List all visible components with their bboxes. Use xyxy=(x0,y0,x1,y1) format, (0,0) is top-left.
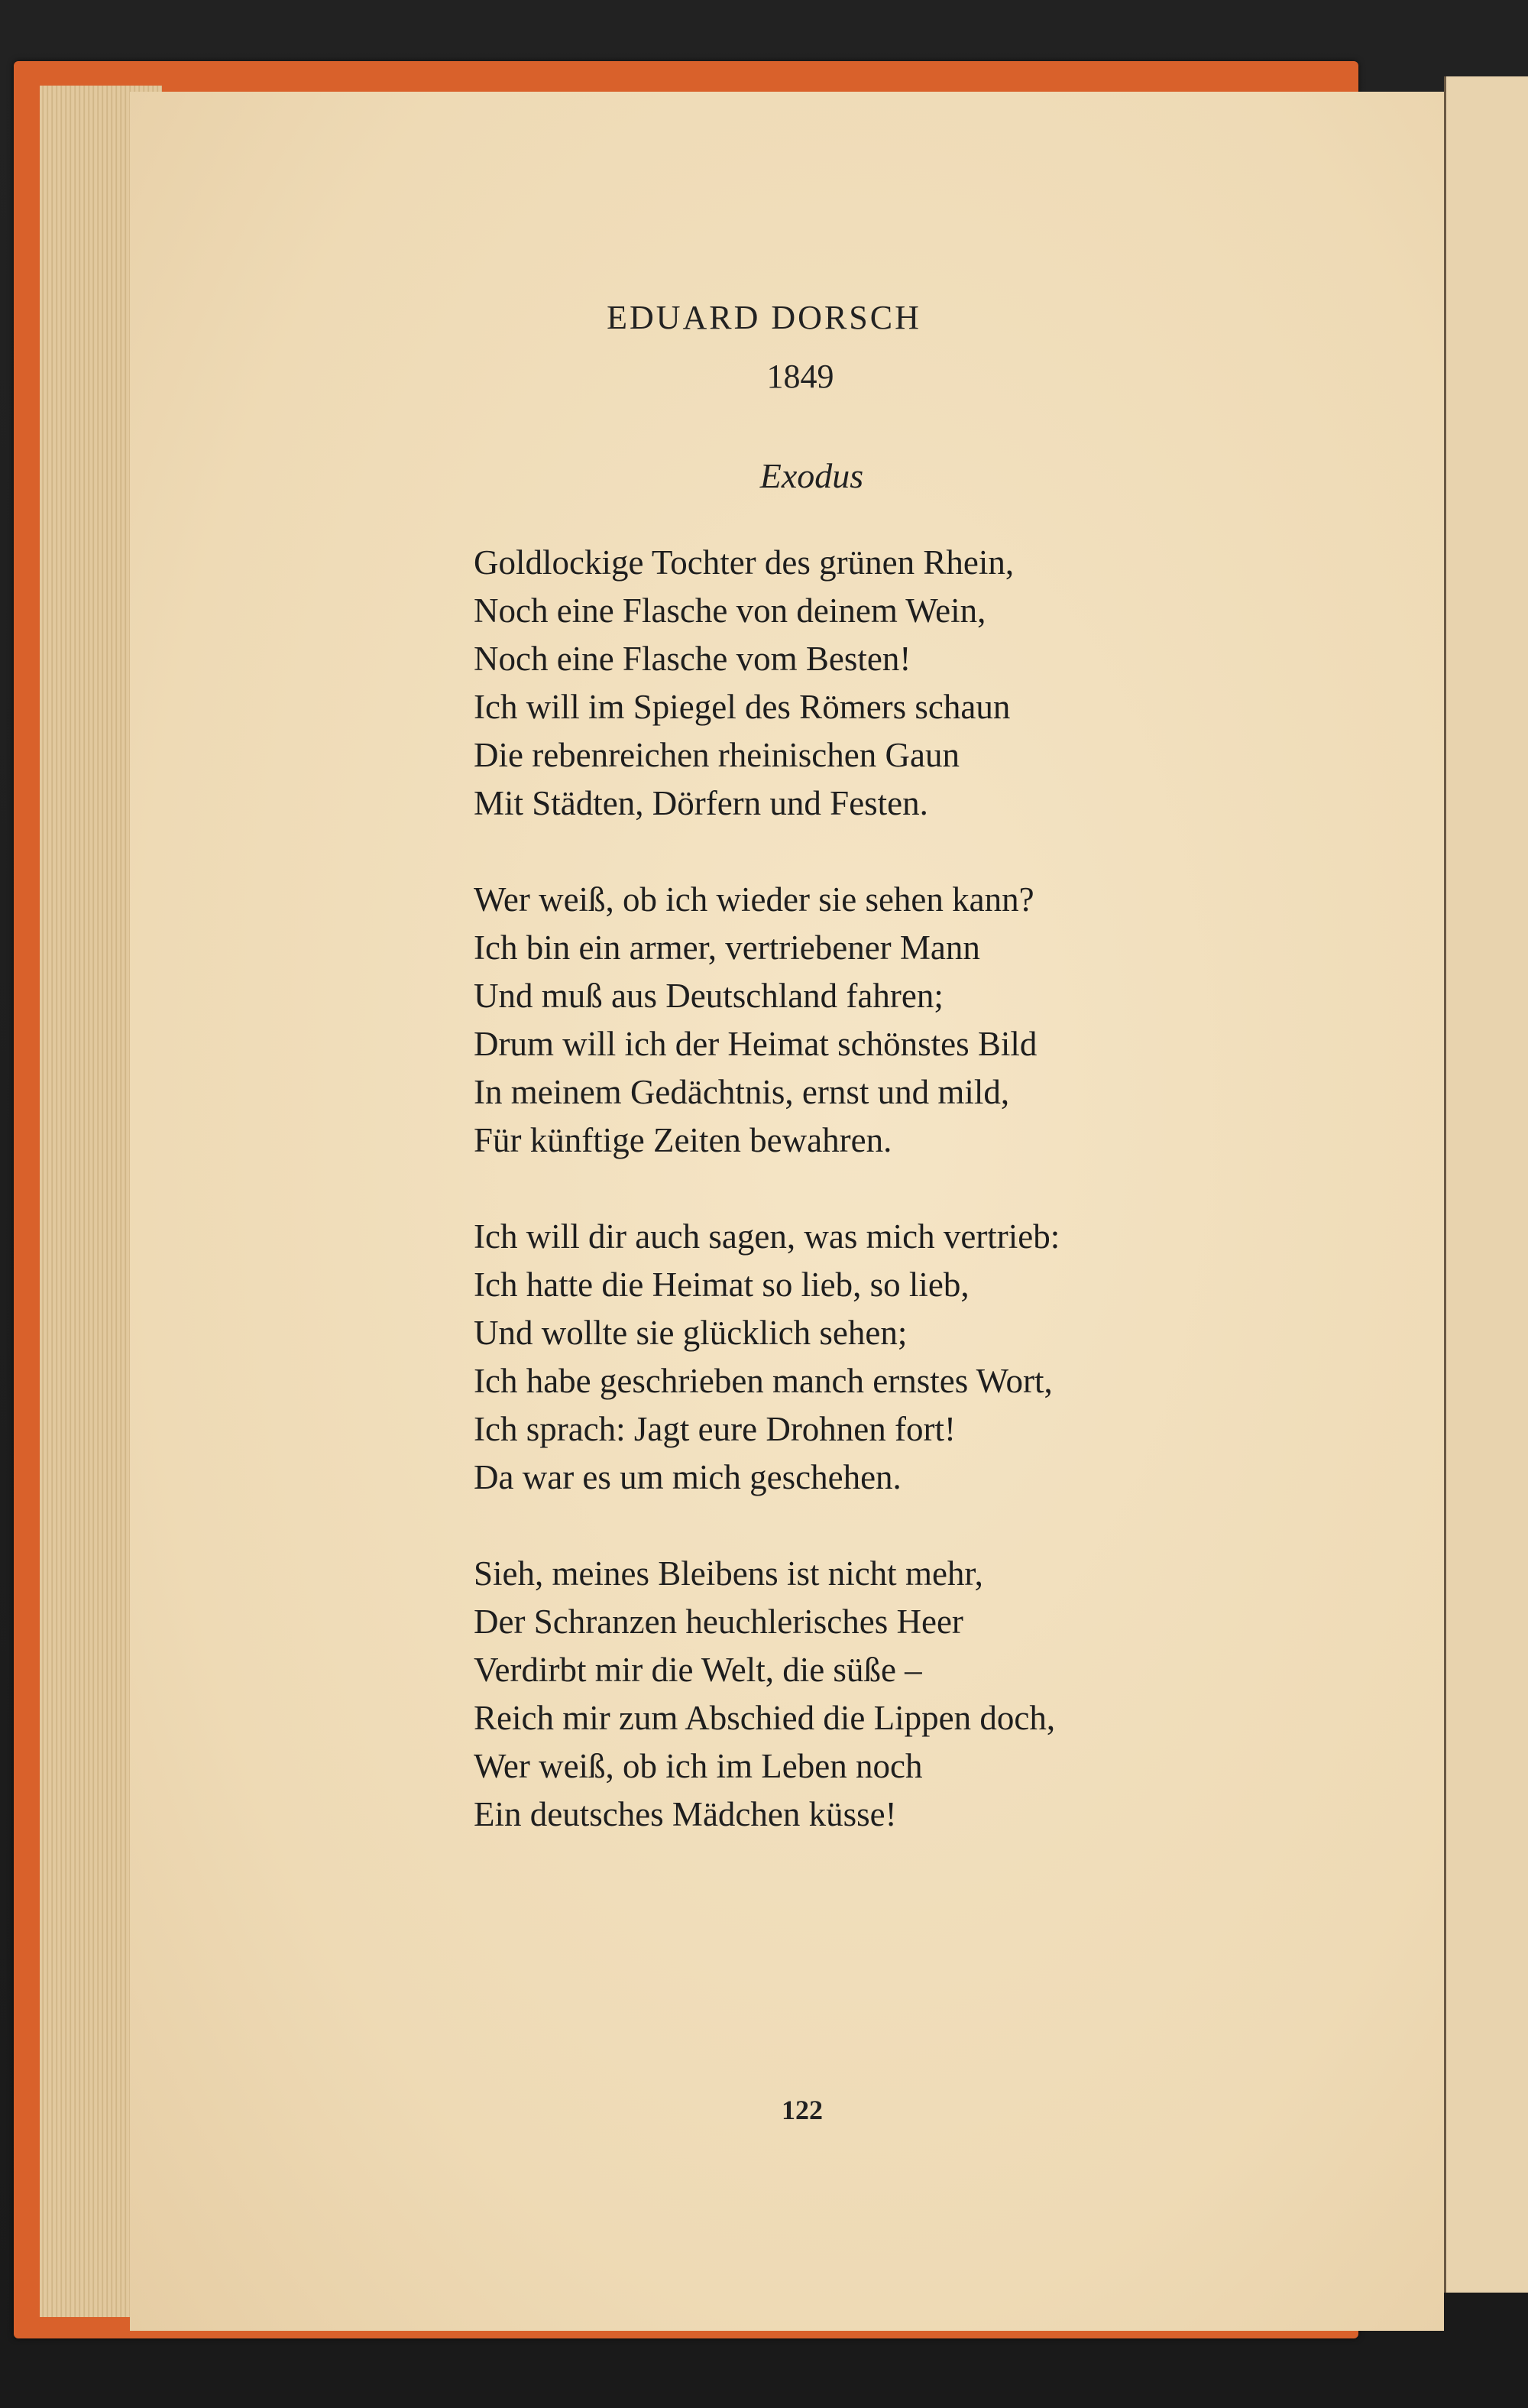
poem-body xyxy=(474,539,1238,1887)
poem-line: Goldlockige Tochter des grünen Rhein, xyxy=(474,543,1015,582)
poem-title: Exodus xyxy=(759,456,864,495)
poem-line: Verdirbt mir die Welt, die süße – xyxy=(474,1651,922,1689)
poem-line: Ich bin ein armer, vertriebener Mann xyxy=(474,929,980,967)
poem-line: Drum will ich der Heimat schönstes Bild xyxy=(474,1025,1038,1063)
poem-line: Die rebenreichen rheinischen Gaun xyxy=(474,736,960,774)
poem-line: Noch eine Flasche von deinem Wein, xyxy=(474,591,986,630)
poem-line: Noch eine Flasche vom Besten! xyxy=(474,640,911,678)
poem-line: Und muß aus Deutschland fahren; xyxy=(474,977,944,1015)
poem-line: Der Schranzen heuchlerisches Heer xyxy=(474,1603,963,1641)
facing-page-edge xyxy=(1444,76,1528,2293)
stanza-1 xyxy=(474,539,1238,828)
stanza-4 xyxy=(474,1550,1238,1839)
poem-line: Reich mir zum Abschied die Lippen doch, xyxy=(474,1699,1056,1737)
author-heading: EDUARD DORSCH xyxy=(607,299,921,336)
poem-line: Für künftige Zeiten bewahren. xyxy=(474,1121,892,1159)
year-heading: 1849 xyxy=(766,358,834,395)
page-number: 122 xyxy=(782,2095,823,2125)
poem-line: Wer weiß, ob ich wieder sie sehen kann? xyxy=(474,880,1034,919)
poem-line: Da war es um mich geschehen. xyxy=(474,1458,902,1496)
poem-line: Mit Städten, Dörfern und Festen. xyxy=(474,784,928,822)
poem-line: Ich hatte die Heimat so lieb, so lieb, xyxy=(474,1266,970,1304)
poem-line: Und wollte sie glücklich sehen; xyxy=(474,1314,908,1352)
poem-line: Ich will im Spiegel des Römers schaun xyxy=(474,688,1011,726)
poem-line: Sieh, meines Bleibens ist nicht mehr, xyxy=(474,1554,983,1593)
poem-line: Wer weiß, ob ich im Leben noch xyxy=(474,1747,923,1785)
poem-line: Ich will dir auch sagen, was mich vertrieb: xyxy=(474,1217,1060,1256)
stanza-2 xyxy=(474,876,1238,1165)
poem-line: Ich sprach: Jagt eure Drohnen fort! xyxy=(474,1410,956,1448)
poem-line: Ich habe geschrieben manch ernstes Wort, xyxy=(474,1362,1053,1400)
poem-line: In meinem Gedächtnis, ernst und mild, xyxy=(474,1073,1010,1111)
stanza-3 xyxy=(474,1213,1238,1502)
poem-line: Ein deutsches Mädchen küsse! xyxy=(474,1795,897,1833)
